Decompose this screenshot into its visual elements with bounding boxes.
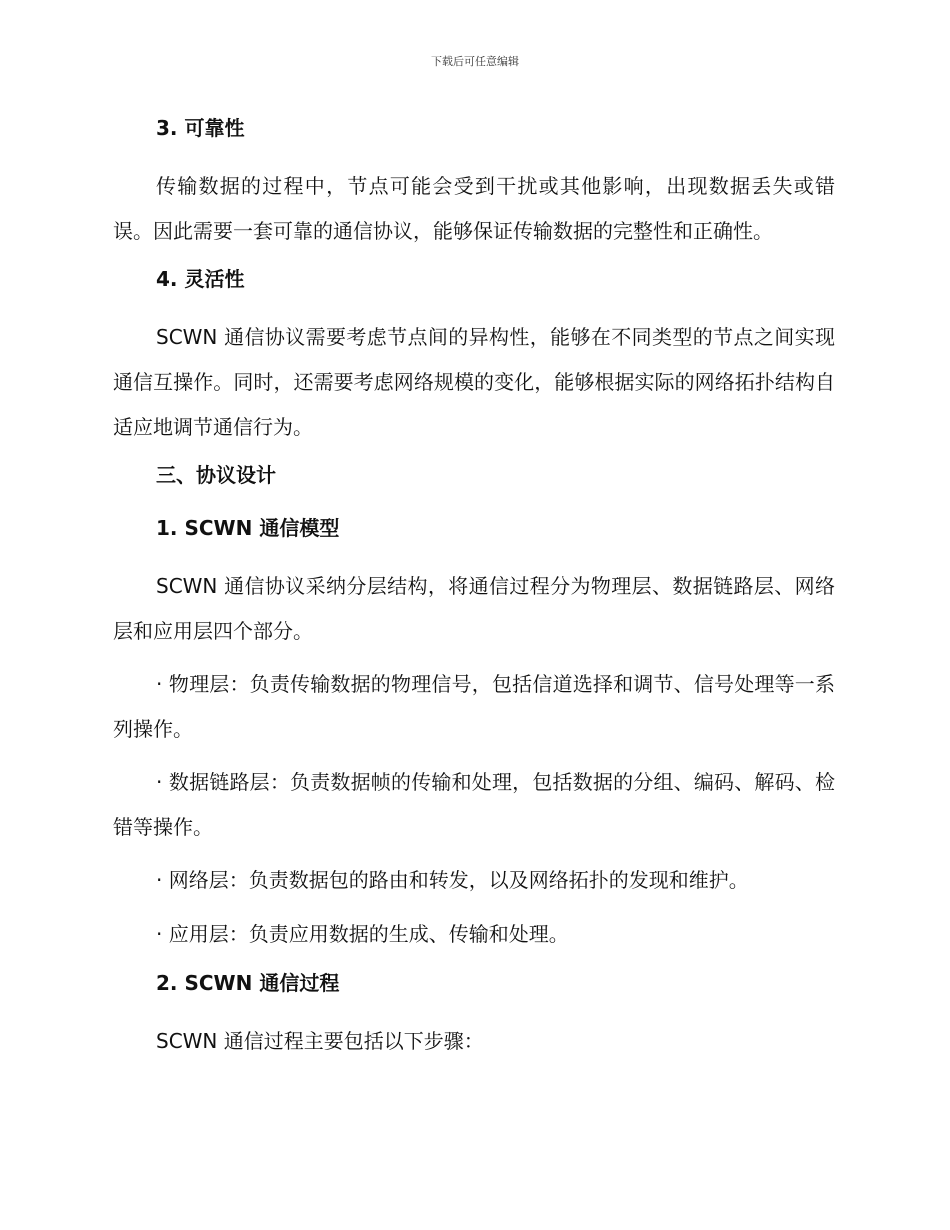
list-item-network-layer: · 网络层：负责数据包的路由和转发，以及网络拓扑的发现和维护。 xyxy=(156,868,749,892)
paragraph-layered-structure: SCWN 通信协议采纳分层结构，将通信过程分为物理层、数据链路层、网络层和应用层四个部分。 xyxy=(113,574,835,643)
list-item-physical-layer: · 物理层：负责传输数据的物理信号，包括信道选择和调节、信号处理等一系列操作。 xyxy=(113,672,835,741)
paragraph-process-steps: SCWN 通信过程主要包括以下步骤： xyxy=(156,1029,484,1053)
section-heading-flexibility: 4. 灵活性 xyxy=(156,267,245,291)
list-item-application-layer: · 应用层：负责应用数据的生成、传输和处理。 xyxy=(156,922,569,946)
paragraph-flexibility: SCWN 通信协议需要考虑节点间的异构性，能够在不同类型的节点之间实现通信互操作。同时，还需要考虑网络规模的变化，能够根据实际的网络拓扑结构自适应地调节通信行为。 xyxy=(113,325,835,439)
list-item-data-link-layer: · 数据链路层：负责数据帧的传输和处理，包括数据的分组、编码、解码、检错等操作。 xyxy=(113,770,835,839)
section-heading-communication-process: 2. SCWN 通信过程 xyxy=(156,971,340,995)
section-heading-reliability: 3. 可靠性 xyxy=(156,116,245,140)
document-body xyxy=(113,111,835,1073)
paragraph-reliability: 传输数据的过程中，节点可能会受到干扰或其他影响，出现数据丢失或错误。因此需要一套可靠的通信协议，能够保证传输数据的完整性和正确性。 xyxy=(113,174,835,243)
chapter-heading-protocol-design: 三、协议设计 xyxy=(156,463,276,487)
section-heading-communication-model: 1. SCWN 通信模型 xyxy=(156,516,340,540)
page-header: 下载后可任意编辑 xyxy=(431,55,519,68)
